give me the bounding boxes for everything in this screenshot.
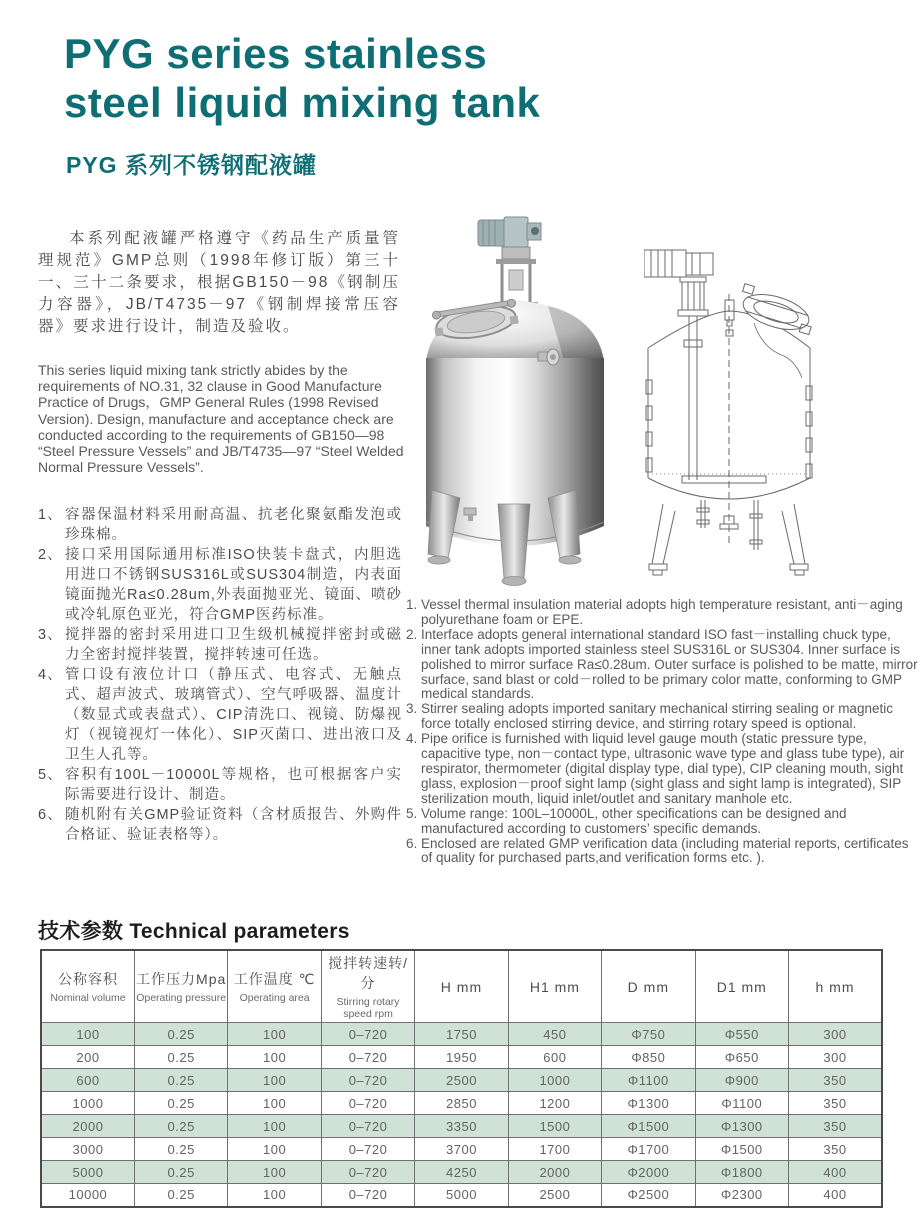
list-item-text: Pipe orifice is furnished with liquid level gauge mouth (static pressure type, capacitive type, non－contact type, ultrasonic wave type and glass tube type), air respirator, thermometer (digital display type, dial type), CIP cleaning mouth, sight glass, explosion－proof sight lamp (sight glass and sight lamp is integrated), SIP sterilization mouth, liquid inlet/outlet and sanitary manhole etc.	[421, 731, 905, 806]
column-header	[415, 950, 508, 1023]
table-cell: 1500	[508, 1115, 601, 1138]
column-header	[602, 950, 695, 1023]
table-body	[41, 1023, 882, 1207]
table-row	[41, 1023, 882, 1046]
table-cell: 0.25	[134, 1092, 227, 1115]
table-cell: 2000	[508, 1161, 601, 1184]
table-cell: 0.25	[134, 1115, 227, 1138]
table-cell: 100	[228, 1115, 321, 1138]
list-item-number: 4、	[38, 667, 63, 683]
table-row	[41, 1184, 882, 1207]
table-row	[41, 1161, 882, 1184]
table-cell: Φ750	[602, 1023, 695, 1046]
table-cell: 2500	[415, 1069, 508, 1092]
list-item	[406, 598, 918, 628]
table-cell: 5000	[41, 1161, 134, 1184]
table-cell: Φ1500	[695, 1138, 788, 1161]
list-item	[406, 837, 918, 867]
drawing-shaft	[682, 316, 766, 483]
list-item	[38, 805, 402, 845]
table-cell: 3350	[415, 1115, 508, 1138]
drawing-motor	[644, 250, 713, 316]
table-cell: 5000	[415, 1184, 508, 1207]
table-cell: 0.25	[134, 1184, 227, 1207]
intro-paragraph-en: This series liquid mixing tank strictly abides by the requirements of NO.31, 32 clause in Good Manufacture Practice of Drugs，GMP General Rules (1998 Revised Version). Design, manufacture and acceptance check are conducted according to the requirements of GB150—98 “Steel Pressure Vessels” and JB/T4735—97 “Steel Welded Normal Pressure Vessels”.	[38, 362, 404, 476]
column-header-primary: H1 mm	[529, 978, 580, 995]
table-cell: 0–720	[321, 1161, 414, 1184]
column-header-primary: 工作压力Mpa	[136, 971, 227, 988]
column-header-primary: D mm	[627, 978, 669, 995]
column-header-secondary: Operating pressure	[136, 992, 227, 1005]
table-cell: 100	[41, 1023, 134, 1046]
table-cell: 300	[789, 1046, 883, 1069]
list-item	[38, 625, 402, 665]
list-item-text: Volume range: 100L–10000L, other specifications can be designed and manufactured according to customers’ specific demands.	[421, 805, 847, 836]
table-cell: 100	[228, 1046, 321, 1069]
drawing-manhole	[735, 284, 817, 338]
table-cell: 100	[228, 1138, 321, 1161]
intro-paragraph-cn: 本系列配液罐严格遵守《药品生产质量管理规范》GMP总则（1998年修订版）第三十一、三十二条要求，根据GB150－98《钢制压力容器》，JB/T4735－97《钢制焊接常压容器》要求进行设计，制造及验收。	[38, 230, 400, 335]
page-subtitle-cn: PYG 系列不锈钢配液罐	[66, 152, 317, 178]
table-cell: 1000	[41, 1092, 134, 1115]
table-cell: 0–720	[321, 1184, 414, 1207]
tank-photo	[398, 210, 632, 602]
list-item-number: 3、	[38, 627, 63, 643]
list-item	[38, 505, 402, 545]
list-item-number: 2.	[406, 626, 418, 642]
list-item-text: Interface adopts general international standard ISO fast－installing chuck type, inner tank adopts imported stainless steel SUS316L or SUS304. Inner surface is polished to mirror surface Ra≤0.28um. Outer surface is polished to be matte, mirror surface, sand blast or cold－rolled to be primary color matte, conforming to GMP medical standards.	[421, 626, 918, 702]
list-item-number: 3.	[406, 701, 418, 717]
column-header	[134, 950, 227, 1023]
table-cell: 0.25	[134, 1069, 227, 1092]
page-title	[64, 30, 540, 127]
technical-parameters-heading: 技术参数 Technical parameters	[38, 920, 350, 943]
column-header	[228, 950, 321, 1023]
column-header-primary: H mm	[440, 978, 483, 995]
list-item-text: Stirrer sealing adopts imported sanitary mechanical stirring sealing or magnetic force totally enclosed stirring device, and stirring rotary speed is optional.	[421, 701, 893, 732]
column-header-primary: h mm	[815, 978, 855, 995]
table-row	[41, 1092, 882, 1115]
table-cell: 0.25	[134, 1161, 227, 1184]
table-cell: 1700	[508, 1138, 601, 1161]
table-cell: 1200	[508, 1092, 601, 1115]
table-cell: 0–720	[321, 1069, 414, 1092]
table-cell: 600	[508, 1046, 601, 1069]
table-row	[41, 1115, 882, 1138]
column-header-primary: D1 mm	[716, 978, 767, 995]
column-header-secondary: Stirring rotary speed rpm	[336, 996, 400, 1021]
motor-assembly	[478, 217, 541, 309]
table-cell: 600	[41, 1069, 134, 1092]
list-item-number: 2、	[38, 547, 63, 563]
table-cell: Φ1100	[695, 1092, 788, 1115]
list-item	[38, 765, 402, 805]
table-header	[41, 950, 882, 1023]
features-list-en	[406, 598, 918, 866]
list-item-text: Enclosed are related GMP verification data (including material reports, certificates of quality for purchased parts,and verification forms etc. ).	[421, 835, 909, 866]
column-header	[695, 950, 788, 1023]
table-cell: 2000	[41, 1115, 134, 1138]
column-header	[508, 950, 601, 1023]
table-cell: 100	[228, 1023, 321, 1046]
page-title-line1: PYG series stainless	[64, 30, 488, 77]
table-cell: 0–720	[321, 1046, 414, 1069]
table-header-row	[41, 950, 882, 1023]
table-cell: 3700	[415, 1138, 508, 1161]
table-cell: 10000	[41, 1184, 134, 1207]
features-list-cn	[38, 505, 402, 845]
column-header-secondary: Nominal volume	[50, 992, 126, 1005]
column-header	[321, 950, 414, 1023]
table-cell: 400	[789, 1184, 883, 1207]
table-cell: 0–720	[321, 1092, 414, 1115]
list-item	[406, 628, 918, 703]
table-cell: Φ1300	[695, 1115, 788, 1138]
table-row	[41, 1138, 882, 1161]
list-item	[406, 702, 918, 732]
table-cell: 200	[41, 1046, 134, 1069]
table-cell: Φ2500	[602, 1184, 695, 1207]
column-header	[41, 950, 134, 1023]
table-cell: 0–720	[321, 1138, 414, 1161]
list-item	[406, 732, 918, 807]
list-item	[38, 545, 402, 625]
table-cell: Φ550	[695, 1023, 788, 1046]
table-cell: 100	[228, 1092, 321, 1115]
list-item-text: 搅拌器的密封采用进口卫生级机械搅拌密封或磁力全密封搅拌装置，搅拌转速可任选。	[65, 627, 402, 663]
column-header-secondary: Operating area	[239, 992, 310, 1005]
column-header-primary: 搅拌转速转/分	[328, 955, 408, 991]
list-item	[406, 807, 918, 837]
table-cell: 3000	[41, 1138, 134, 1161]
table-cell: Φ1300	[602, 1092, 695, 1115]
table-cell: 0–720	[321, 1023, 414, 1046]
table-cell: 4250	[415, 1161, 508, 1184]
table-cell: 300	[789, 1023, 883, 1046]
list-item-text: 管口设有液位计口（静压式、电容式、无触点式、超声波式、玻璃管式）、空气呼吸器、温度计（数显式或表盘式）、CIP清洗口、视镜、防爆视灯（视镜视灯一体化）、SIP灭菌口、进出液口及卫生人孔等。	[65, 667, 402, 763]
table-row	[41, 1069, 882, 1092]
table-cell: Φ650	[695, 1046, 788, 1069]
list-item-number: 5、	[38, 767, 63, 783]
list-item-text: 容积有100L－10000L等规格，也可根据客户实际需要进行设计、制造。	[65, 767, 402, 803]
technical-parameters-table	[40, 949, 883, 1208]
list-item-text: 容器保温材料采用耐高温、抗老化聚氨酯发泡或珍珠棉。	[65, 507, 402, 543]
table-cell: Φ900	[695, 1069, 788, 1092]
table-cell: 350	[789, 1115, 883, 1138]
table-cell: 350	[789, 1092, 883, 1115]
list-item-number: 1、	[38, 507, 63, 523]
table-cell: 2850	[415, 1092, 508, 1115]
list-item-number: 6、	[38, 807, 63, 823]
table-cell: 400	[789, 1161, 883, 1184]
table-cell: Φ1800	[695, 1161, 788, 1184]
column-header	[789, 950, 883, 1023]
column-header-primary: 公称容积	[57, 971, 118, 988]
table-cell: Φ850	[602, 1046, 695, 1069]
page-title-line2: steel liquid mixing tank	[64, 78, 541, 126]
list-item-text: 接口采用国际通用标准ISO快装卡盘式，内胆选用进口不锈钢SUS316L或SUS304制造，内表面镜面抛光Ra≤0.28um,外表面抛亚光、镜面、喷砂或冷轧原色亚光，符合GMP医药标准。	[65, 547, 402, 623]
table-cell: 100	[228, 1069, 321, 1092]
table-cell: 100	[228, 1184, 321, 1207]
table-cell: Φ1100	[602, 1069, 695, 1092]
table-cell: 2500	[508, 1184, 601, 1207]
table-cell: 1000	[508, 1069, 601, 1092]
table-cell: 100	[228, 1161, 321, 1184]
table-cell: 0.25	[134, 1138, 227, 1161]
column-header-primary: 工作温度 ℃	[233, 971, 316, 988]
table-row	[41, 1046, 882, 1069]
table-cell: 450	[508, 1023, 601, 1046]
tank-legs	[428, 490, 581, 586]
table-cell: Φ2300	[695, 1184, 788, 1207]
tank-technical-drawing	[644, 228, 834, 588]
list-item-text: 随机附有关GMP验证资料（含材质报告、外购件合格证、验证表格等）。	[65, 807, 402, 843]
table-cell: Φ2000	[602, 1161, 695, 1184]
list-item-number: 5.	[406, 805, 418, 821]
table-cell: 0.25	[134, 1046, 227, 1069]
list-item-number: 1.	[406, 597, 418, 612]
list-item	[38, 665, 402, 765]
table-cell: 350	[789, 1069, 883, 1092]
table-cell: 1950	[415, 1046, 508, 1069]
list-item-number: 6.	[406, 835, 418, 851]
table-cell: 350	[789, 1138, 883, 1161]
table-cell: 1750	[415, 1023, 508, 1046]
table-cell: Φ1700	[602, 1138, 695, 1161]
list-item-number: 4.	[406, 731, 418, 747]
list-item-text: Vessel thermal insulation material adopts high temperature resistant, anti－aging polyurethane foam or EPE.	[421, 597, 903, 627]
table-cell: 0.25	[134, 1023, 227, 1046]
table-cell: 0–720	[321, 1115, 414, 1138]
table-cell: Φ1500	[602, 1115, 695, 1138]
